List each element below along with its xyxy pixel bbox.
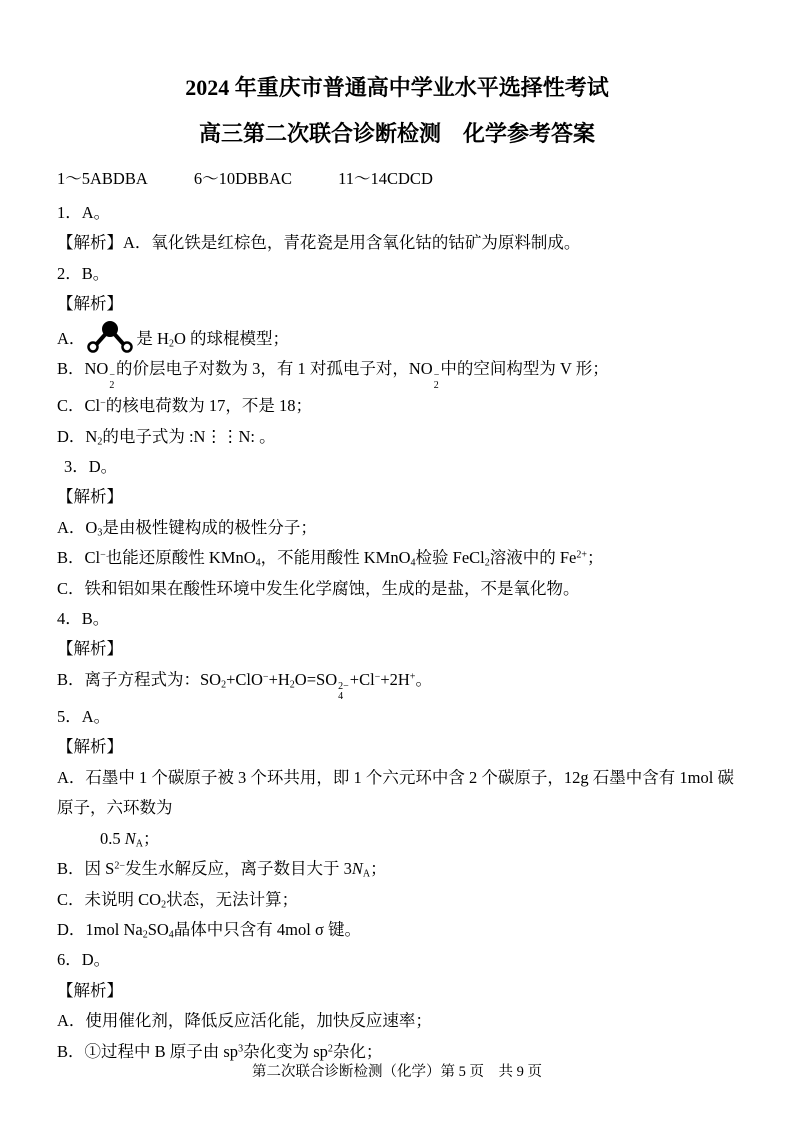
q4-answer: 4．B。 xyxy=(57,609,110,629)
q3-option-a: A．$O_3$是由极性键构成的极性分子； xyxy=(57,517,317,539)
water-ball-stick-model-icon xyxy=(87,320,133,354)
page-title: 2024 年重庆市普通高中学业水平选择性考试 xyxy=(185,75,609,100)
q6-option-b: B．①过程中 B 原子由 $sp^3$杂化变为 $sp^2$杂化； xyxy=(57,1041,383,1061)
q5-option-d: D．1mol $Na_2SO_4$晶体中只含有 4mol σ 键。 xyxy=(57,919,361,941)
q2-option-d: D．$N_2$的电子式为 :N⋮⋮N: 。 xyxy=(57,426,276,448)
q5-option-a-line2: 0.5 $N_A$； xyxy=(100,828,160,850)
q5-option-b: B．因 $S^{2-}$发生水解反应，离子数目大于 $3N_A$； xyxy=(57,859,387,880)
q6-answer: 6．D。 xyxy=(57,950,111,970)
q3-option-b: B．Cl−也能还原酸性 KMnO$_4$，不能用酸性 KMnO$_4$检验 FeCl$_2$溶液中的 $Fe^{2+}$； xyxy=(57,548,604,569)
q2-option-b: B．NO − 2 的价层电子对数为 3，有 1 对孤电子对，NO − 2 中的空间构型为 V 形； xyxy=(57,359,609,392)
q4-option-b: B．离子方程式为：$SO_2+ClO^-+H_2O=SO$ 2− 4 +Cl−+2H+。 xyxy=(57,669,432,703)
q2-option-a-prefix: A． xyxy=(57,328,86,348)
answer-explanations xyxy=(57,198,737,1067)
answer-key-group-2: 6～10DBBAC xyxy=(193,169,292,188)
answer-key-group-3: 11～14CDCD xyxy=(338,169,433,188)
q5-option-c: C．未说明 $CO_2$状态，无法计算； xyxy=(57,889,299,910)
page-footer: 第二次联合诊断检测（化学）第 5 页 共 9 页 xyxy=(252,1064,542,1080)
q2-option-c: C．Cl−的核电荷数为 17，不是 18； xyxy=(57,396,312,416)
q2-explanation-label: 【解析】 xyxy=(57,294,123,314)
q5-explanation-label: 【解析】 xyxy=(57,737,123,757)
q1-answer: 1．A。 xyxy=(57,203,111,222)
q1-explanation: 【解析】A．氧化铁是红棕色，青花瓷是用含氧化钴的钴矿为原料制成。 xyxy=(57,233,581,253)
q2-option-a-text: 是 $H_2O$ 的球棍模型； xyxy=(136,328,290,350)
q6-explanation-label: 【解析】 xyxy=(57,980,123,1000)
answer-key-line xyxy=(57,166,737,192)
q3-option-c: C．铁和铝如果在酸性环境中发生化学腐蚀，生成的是盐，不是氧化物。 xyxy=(57,578,580,598)
q4-explanation-label: 【解析】 xyxy=(57,639,123,659)
q3-answer: 3．D。 xyxy=(64,457,118,477)
q2-answer: 2．B。 xyxy=(57,263,110,283)
q5-answer: 5．A。 xyxy=(57,707,111,727)
q5-option-a-line1: A．石墨中 1 个碳原子被 3 个环共用，即 1 个六元环中含 2 个碳原子，12g 石墨中含有 1mol 碳原子，六环数为 xyxy=(57,767,734,818)
page-subtitle: 高三第二次联合诊断检测 化学参考答案 xyxy=(198,121,595,146)
q3-explanation-label: 【解析】 xyxy=(57,487,123,507)
q2-option-a xyxy=(57,320,737,354)
answer-key-group-1: 1～5ABDBA xyxy=(57,169,148,188)
q6-option-a: A．使用催化剂，降低反应活化能，加快反应速率； xyxy=(57,1011,432,1031)
